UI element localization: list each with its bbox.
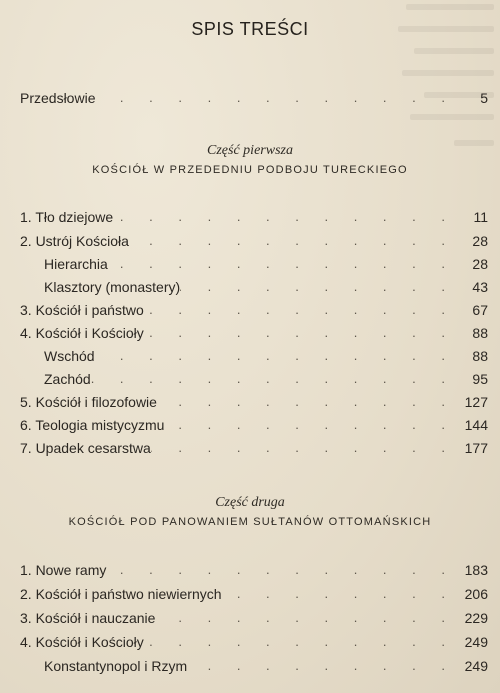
toc-entry-label: 1. Nowe ramy — [20, 562, 107, 578]
toc-entry-label: 3. Kościół i państwo — [20, 302, 144, 318]
toc-subentry — [20, 369, 488, 389]
toc-entry-page: 206 — [464, 586, 488, 602]
toc-entry-page: 183 — [464, 562, 488, 578]
dot-leader — [180, 277, 464, 297]
part-subtitle: KOŚCIÓŁ POD PANOWANIEM SUŁTANÓW OTTOMAŃSKICH — [68, 516, 432, 528]
toc-entry — [20, 584, 488, 604]
toc-entry — [20, 392, 488, 412]
dot-leader — [113, 207, 464, 227]
dot-leader — [151, 438, 464, 458]
toc-entry-page: 11 — [473, 209, 488, 225]
toc-entry — [20, 323, 488, 343]
toc-subentry — [20, 656, 488, 676]
toc-entry-page: 67 — [472, 302, 488, 318]
toc-entry — [20, 560, 488, 580]
toc-entry-page: 88 — [472, 325, 488, 341]
toc-entry-page: 177 — [464, 440, 488, 456]
toc-entry-page: 249 — [464, 634, 488, 650]
toc-entry-page: 28 — [472, 233, 488, 249]
toc-entry-label: Zachód — [44, 371, 91, 387]
toc-entry-page: 88 — [472, 348, 488, 364]
toc-entry-label: 3. Kościół i nauczanie — [20, 610, 156, 626]
toc-entry — [20, 608, 488, 628]
toc-entry-label: 1. Tło dziejowe — [20, 209, 114, 225]
dot-leader — [108, 254, 464, 274]
toc-entry — [20, 415, 488, 435]
toc-entry-label: Wschód — [44, 348, 95, 364]
dot-leader — [106, 560, 464, 580]
toc-subentry — [20, 277, 488, 297]
toc-entry-label: 5. Kościół i filozofowie — [20, 394, 157, 410]
dot-leader — [144, 300, 464, 320]
toc-entry-page: 144 — [464, 417, 488, 433]
part-heading: Część pierwsza — [207, 143, 293, 158]
toc-entry-page: 229 — [464, 610, 488, 626]
dot-leader — [95, 346, 464, 366]
toc-entry-preface — [20, 88, 488, 108]
dot-leader — [95, 88, 464, 108]
part-heading: Część druga — [215, 495, 285, 510]
part-subtitle: KOŚCIÓŁ W PRZEDEDNIU PODBOJU TURECKIEGO — [92, 164, 408, 176]
dot-leader — [164, 415, 464, 435]
dot-leader — [187, 656, 464, 676]
toc-entry-label: 6. Teologia mistycyzmu — [20, 417, 165, 433]
toc-entry-label: 4. Kościół i Kościoły — [20, 634, 144, 650]
toc-subentry — [20, 346, 488, 366]
toc-entry-label: 4. Kościół i Kościoły — [20, 325, 144, 341]
toc-entry-label: Klasztory (monastery) — [44, 279, 181, 295]
toc-entry-label: Konstantynopol i Rzym — [44, 658, 188, 674]
toc-entry — [20, 207, 488, 227]
toc-subentry — [20, 254, 488, 274]
toc-entry-page: 43 — [472, 279, 488, 295]
dot-leader — [144, 323, 464, 343]
toc-entry-page: 249 — [464, 658, 488, 674]
toc-entry — [20, 632, 488, 652]
toc-entry-page: 95 — [472, 371, 488, 387]
dot-leader — [157, 392, 464, 412]
toc-entry — [20, 300, 488, 320]
dot-leader — [144, 632, 464, 652]
dot-leader — [129, 231, 464, 251]
toc-entry-label: 2. Kościół i państwo niewiernych — [20, 586, 222, 602]
toc-entry-label: 7. Upadek cesarstwa — [20, 440, 151, 456]
dot-leader — [155, 608, 464, 628]
toc-entry-label: Hierarchia — [44, 256, 108, 272]
dot-leader — [222, 584, 464, 604]
toc-entry — [20, 438, 488, 458]
dot-leader — [91, 369, 464, 389]
toc-entry-label: 2. Ustrój Kościoła — [20, 233, 129, 249]
toc-entry-page: 28 — [472, 256, 488, 272]
page-title: SPIS TREŚCI — [191, 19, 309, 39]
toc-entry — [20, 231, 488, 251]
toc-entry-page: 127 — [464, 394, 488, 410]
toc-entry-label: Przedsłowie — [20, 90, 96, 106]
toc-entry-page: 5 — [480, 90, 488, 106]
